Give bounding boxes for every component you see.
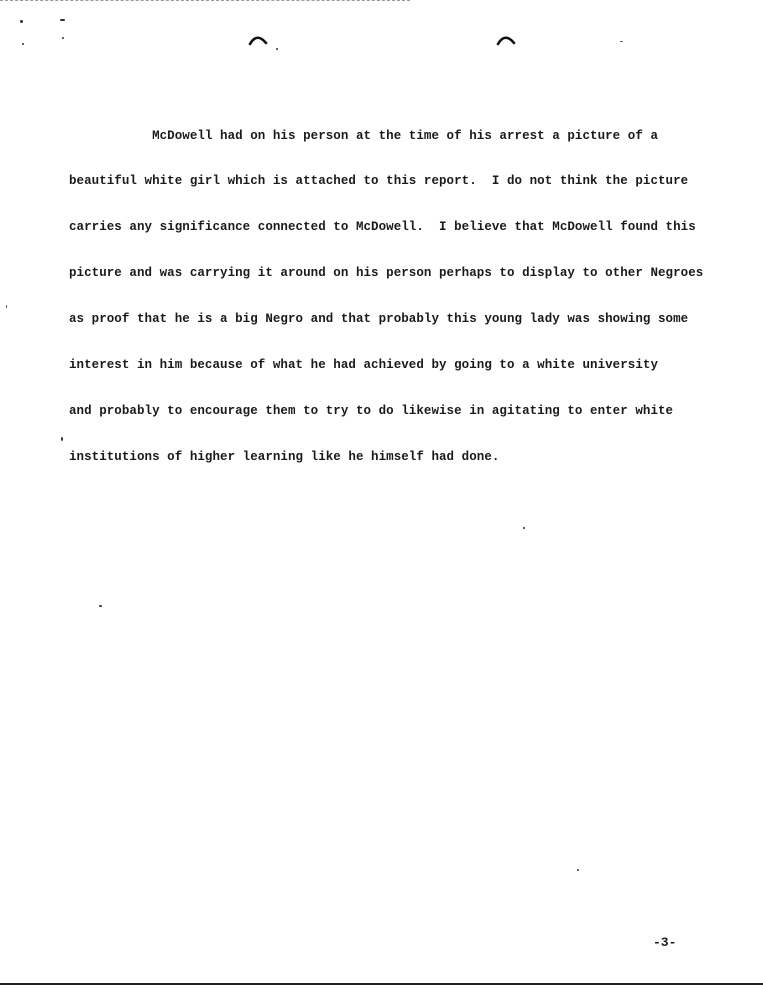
top-dashed-edge [0,0,410,1]
bottom-edge-rule [0,983,763,985]
paragraph-line: interest in him because of what he had achieved by going to a white university [69,358,658,373]
scan-speck [20,20,23,23]
scan-speck [99,605,102,607]
paragraph-line: institutions of higher learning like he himself had done. [69,449,500,464]
paragraph-line: picture and was carrying it around on his person perhaps to display to other Negroes [69,266,704,281]
page-number: -3- [653,935,677,950]
scan-speck [60,19,65,21]
scan-speck [276,48,278,50]
scan-speck [620,41,623,42]
paragraph-line: McDowell had on his person at the time of his arrest a picture of a [69,128,658,143]
scan-speck [61,437,63,441]
punch-mark-icon [496,33,516,47]
report-paragraph [69,98,709,480]
paragraph-line: beautiful white girl which is attached to this report. I do not think the picture [69,174,689,189]
paragraph-line: as proof that he is a big Negro and that probably this young lady was showing some [69,312,689,327]
scan-speck [6,305,7,308]
paragraph-line: carries any significance connected to McDowell. I believe that McDowell found this [69,220,696,235]
scan-speck [577,869,579,871]
scan-speck [523,527,525,529]
scan-speck [22,43,24,45]
punch-mark-icon [248,33,268,47]
scan-speck [62,37,64,39]
paragraph-line: and probably to encourage them to try to do likewise in agitating to enter white [69,403,674,418]
